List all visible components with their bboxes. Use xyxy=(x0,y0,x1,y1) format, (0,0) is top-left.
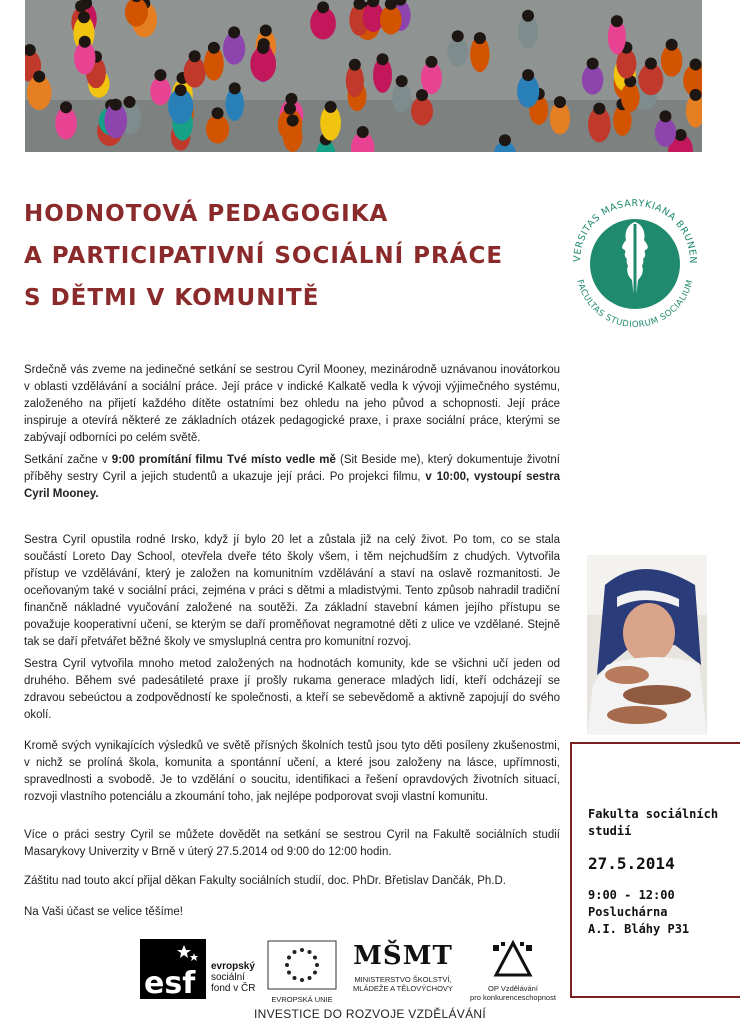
title-line-2: A PARTICIPATIVNÍ SOCIÁLNÍ PRÁCE xyxy=(24,243,504,269)
program-text-c: (Sit Beside me), který dokumentuje životní příběhy sestry Cyril a jejich studentů a ukazuje její práci. Po projekci filmu, xyxy=(24,454,561,483)
program-film-bold: 9:00 promítání filmu Tvé místo vedle mě xyxy=(111,454,336,466)
op-text-2: pro konkurenceschopnost xyxy=(470,993,556,1002)
program-text-a: Setkání začne v xyxy=(24,454,112,466)
title-line-3: S DĚTMI V KOMUNITĚ xyxy=(24,285,320,311)
program-talk-bold: v 10:00, vystoupí sestra Cyril Mooney. xyxy=(24,471,560,500)
event-date: 27.5.2014 xyxy=(588,854,675,873)
seal-bottom-text: FACULTAS STUDIORUM SOCIALIUM xyxy=(574,278,696,331)
footer-logos xyxy=(0,935,740,1028)
paragraph-7: Záštitu nad touto akcí přijal děkan Fakulty sociálních studií, doc. PhDr. Břetislav Dančák, Ph.D. xyxy=(24,875,506,887)
esf-logo xyxy=(140,939,265,1003)
paragraph-5: Kromě svých vynikajících výsledků ve světě přísných školních testů jsou tyto děti posíleny zkušenostmi, v nichž se prolíná škola, komunita a spontánní učení, a které jsou založeny na lásce, upřímnosti, spravedlnosti a svobodě. Je to vzdělání o soucitu, identifikaci a řešení opravdových životních situací, rozvoji vlastního potenciálu a zkoumání toho, jak nejlépe podporovat svoji vlastní komunitu. xyxy=(24,740,560,803)
paragraph-closing xyxy=(24,904,560,921)
eu-logo xyxy=(267,940,337,1002)
paragraph-methods xyxy=(24,656,560,724)
event-time-place xyxy=(588,887,689,938)
op-logo xyxy=(468,939,558,1003)
title-line-1: HODNOTOVÁ PEDAGOGIKA xyxy=(24,201,389,227)
msmt-text-1: MINISTERSTVO ŠKOLSTVÍ, xyxy=(354,975,452,984)
header-crowd-photo xyxy=(25,0,702,152)
paragraph-3: Sestra Cyril opustila rodné Irsko, když jí bylo 20 let a zůstala již na celý život. Po tom, co se stala součástí Loreto Day School, otevřela dveře této školy všem, i těm nejchudším z chudých. Vytvořila přístup ve vzdělávání, který je založen na komunitním vzdělávání a staví na oslavě rozmanitosti. Je oceňovaným také v sociální práci, zejména v práci s dětmi a mladistvými. Tento způsob nahradil tradiční finančně nákladné vyučování založené na soutěži. Za základní stavební kámen jejího přístupu se považuje kooperativní učení, se kterým se daří proměňovat negramotné děti z ulice ve vzdělané. Stejně tak se daří přetvářet běžné školy ve smysluplná centra pro komunitní rozvoj. xyxy=(24,534,560,648)
op-text-1: OP Vzdělávání xyxy=(488,984,538,993)
faculty-name: Fakulta sociálních studií xyxy=(588,807,719,838)
sister-cyril-photo xyxy=(587,555,707,735)
esf-text-1: evropský xyxy=(211,961,255,972)
page-title xyxy=(24,203,503,329)
msmt-logo xyxy=(342,937,464,1003)
paragraph-1: Srdečně vás zveme na jedinečné setkání se sestrou Cyril Mooney, mezinárodně uznávanou inovátorkou v oblasti vzdělávání a sociální práce. Její práce v indické Kalkatě vedla k vývoji výjimečného systému, založeného na přijetí každého dítěte ostatními bez ohledu na jeho původ a schopnosti. Její práce inspiruje a otevírá některé ze základních otázek pedagogické praxe, i praxe sociální práce, kterými se zabývají odborníci po celém světě. xyxy=(24,364,560,444)
paragraph-program xyxy=(24,452,560,503)
event-time: 9:00 - 12:00 xyxy=(588,888,675,902)
event-room-2: A.I. Bláhy P31 xyxy=(588,922,690,936)
seal-top-text: VERSITAS MASARYKIANA BRUNEN xyxy=(571,197,699,265)
paragraph-results xyxy=(24,738,560,806)
faculty-seal-logo xyxy=(562,188,708,334)
paragraph-patronage xyxy=(24,873,560,890)
paragraph-biography xyxy=(24,532,560,651)
esf-text-2: sociální xyxy=(211,972,245,983)
paragraph-8: Na Vaši účast se velice těšíme! xyxy=(24,906,183,918)
eu-label: EVROPSKÁ UNIE xyxy=(271,995,333,1004)
event-room-1: Posluchárna xyxy=(588,905,668,919)
paragraph-details xyxy=(24,827,560,861)
msmt-text-2: MLÁDEŽE A TĚLOVÝCHOVY xyxy=(353,984,453,993)
paragraph-6: Více o práci sestry Cyril se můžete dovědět na setkání se sestrou Cyril na Fakultě sociálních studií Masarykovy Univerzity v Brně v úterý 27.5.2014 od 9:00 do 12:00 hodin. xyxy=(24,829,560,858)
paragraph-4: Sestra Cyril vytvořila mnoho metod založených na hodnotách komunity, kde se všichni učí jeden od druhého. Během své padesátileté praxe jí prošly rukama generace mladých lidí, kteří odcházejí se zdravou sebeúctou a zodpovědností ke společnosti, a kteří se sebevědomě a aktivně zapojují do svého okolí. xyxy=(24,658,560,721)
esf-text-3: fond v ČR xyxy=(211,983,256,994)
esf-wordmark: esf xyxy=(144,966,196,999)
investment-slogan: INVESTICE DO ROZVOJE VZDĚLÁVÁNÍ xyxy=(253,1007,486,1021)
paragraph-invitation xyxy=(24,362,560,447)
msmt-wordmark: MŠMT xyxy=(353,941,453,971)
